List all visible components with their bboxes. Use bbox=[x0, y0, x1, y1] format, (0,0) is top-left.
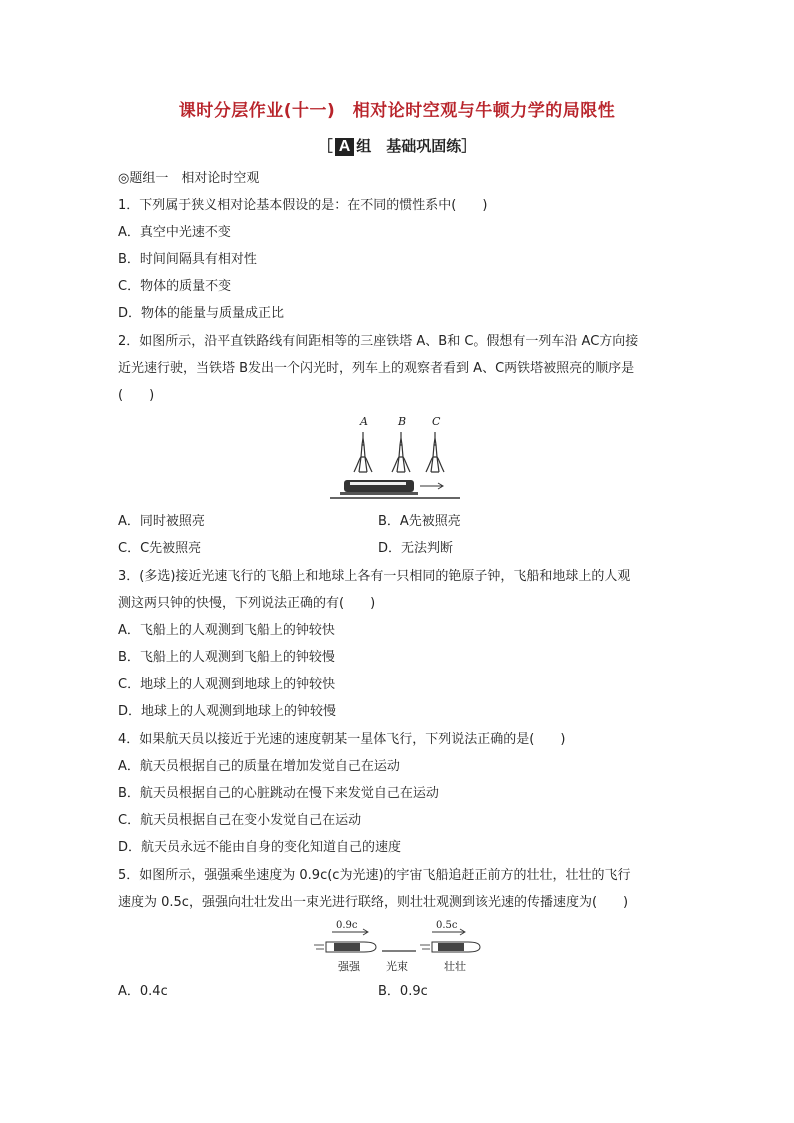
q5-stem-line1: 5．如图所示，强强乘坐速度为 0.9c(c为光速)的宇宙飞船追赶正前方的壮壮，壮壮的飞行 bbox=[118, 868, 631, 883]
tower-a-label: A bbox=[360, 415, 368, 428]
q5-option-b: B．0.9c bbox=[378, 984, 428, 999]
group-bracket-close: ］ bbox=[461, 137, 477, 155]
q2-option-a: A．同时被照亮 bbox=[118, 514, 205, 529]
tower-b-icon bbox=[392, 432, 410, 472]
ship2-speed-label: 0.5c bbox=[436, 920, 458, 931]
label-qiangqiang: 强强 bbox=[338, 960, 360, 973]
q2-option-d: D．无法判断 bbox=[378, 541, 454, 556]
q3-option-a: A．飞船上的人观测到飞船上的钟较快 bbox=[118, 623, 335, 638]
q3-option-c: C．地球上的人观测到地球上的钟较快 bbox=[118, 677, 336, 692]
q3-option-d: D．地球上的人观测到地球上的钟较慢 bbox=[118, 704, 337, 719]
q1-stem: 1．下列属于狭义相对论基本假设的是：在不同的惯性系中( ) bbox=[118, 198, 488, 213]
group-label: 组 基础巩固练 bbox=[356, 137, 462, 155]
section-heading: ◎题组一 相对论时空观 bbox=[118, 171, 260, 186]
q4-stem: 4．如果航天员以接近于光速的速度朝某一星体飞行，下列说法正确的是( ) bbox=[118, 732, 566, 747]
q5-stem-line2: 速度为 0.5c，强强向壮壮发出一束光进行联络，则壮壮观测到该光速的传播速度为( ) bbox=[118, 895, 629, 910]
q5-option-a: A．0.4c bbox=[118, 984, 168, 999]
page-title: 课时分层作业(十一) 相对论时空观与牛顿力学的局限性 bbox=[178, 101, 616, 121]
q5-spaceships-figure bbox=[312, 916, 492, 974]
q2-stem-line1: 2．如图所示，沿平直铁路线有间距相等的三座铁塔 A、B和 C。假想有一列车沿 AC方向接 bbox=[118, 334, 639, 349]
group-badge: A bbox=[335, 138, 355, 156]
tower-c-label: C bbox=[432, 415, 441, 428]
q4-option-d: D．航天员永远不能由自身的变化知道自己的速度 bbox=[118, 840, 402, 855]
spaceship-right-icon bbox=[420, 942, 480, 952]
ship1-speed-label: 0.9c bbox=[336, 920, 358, 931]
q1-option-c: C．物体的质量不变 bbox=[118, 279, 232, 294]
q2-stem-line2: 近光速行驶，当铁塔 B发出一个闪光时，列车上的观察者看到 A、C两铁塔被照亮的顺序是 bbox=[118, 361, 635, 376]
group-bracket-open: ［ bbox=[317, 137, 333, 155]
q3-option-b: B．飞船上的人观测到飞船上的钟较慢 bbox=[118, 650, 335, 665]
group-header bbox=[0, 135, 794, 156]
q2-option-c: C．C先被照亮 bbox=[118, 541, 202, 556]
label-zhuangzhuang: 壮壮 bbox=[444, 960, 466, 973]
q2-towers-figure bbox=[330, 412, 470, 502]
q1-option-b: B．时间间隔具有相对性 bbox=[118, 252, 257, 267]
tower-a-icon bbox=[354, 432, 372, 472]
q3-stem-line1: 3．(多选)接近光速飞行的飞船上和地球上各有一只相同的铯原子钟，飞船和地球上的人观 bbox=[118, 569, 631, 584]
spaceship-left-icon bbox=[314, 942, 376, 952]
q3-stem-line2: 测这两只钟的快慢，下列说法正确的有( ) bbox=[118, 596, 376, 611]
q1-option-a: A．真空中光速不变 bbox=[118, 225, 231, 240]
q4-option-c: C．航天员根据自己在变小发觉自己在运动 bbox=[118, 813, 362, 828]
train-icon bbox=[340, 480, 418, 495]
tower-c-icon bbox=[426, 432, 444, 472]
q2-stem-line3: ( ) bbox=[118, 388, 155, 403]
q4-option-b: B．航天员根据自己的心脏跳动在慢下来发觉自己在运动 bbox=[118, 786, 439, 801]
label-light-beam: 光束 bbox=[386, 960, 408, 973]
q1-option-d: D．物体的能量与质量成正比 bbox=[118, 306, 285, 321]
tower-b-label: B bbox=[398, 415, 407, 428]
q2-option-b: B．A先被照亮 bbox=[378, 514, 461, 529]
q4-option-a: A．航天员根据自己的质量在增加发觉自己在运动 bbox=[118, 759, 400, 774]
